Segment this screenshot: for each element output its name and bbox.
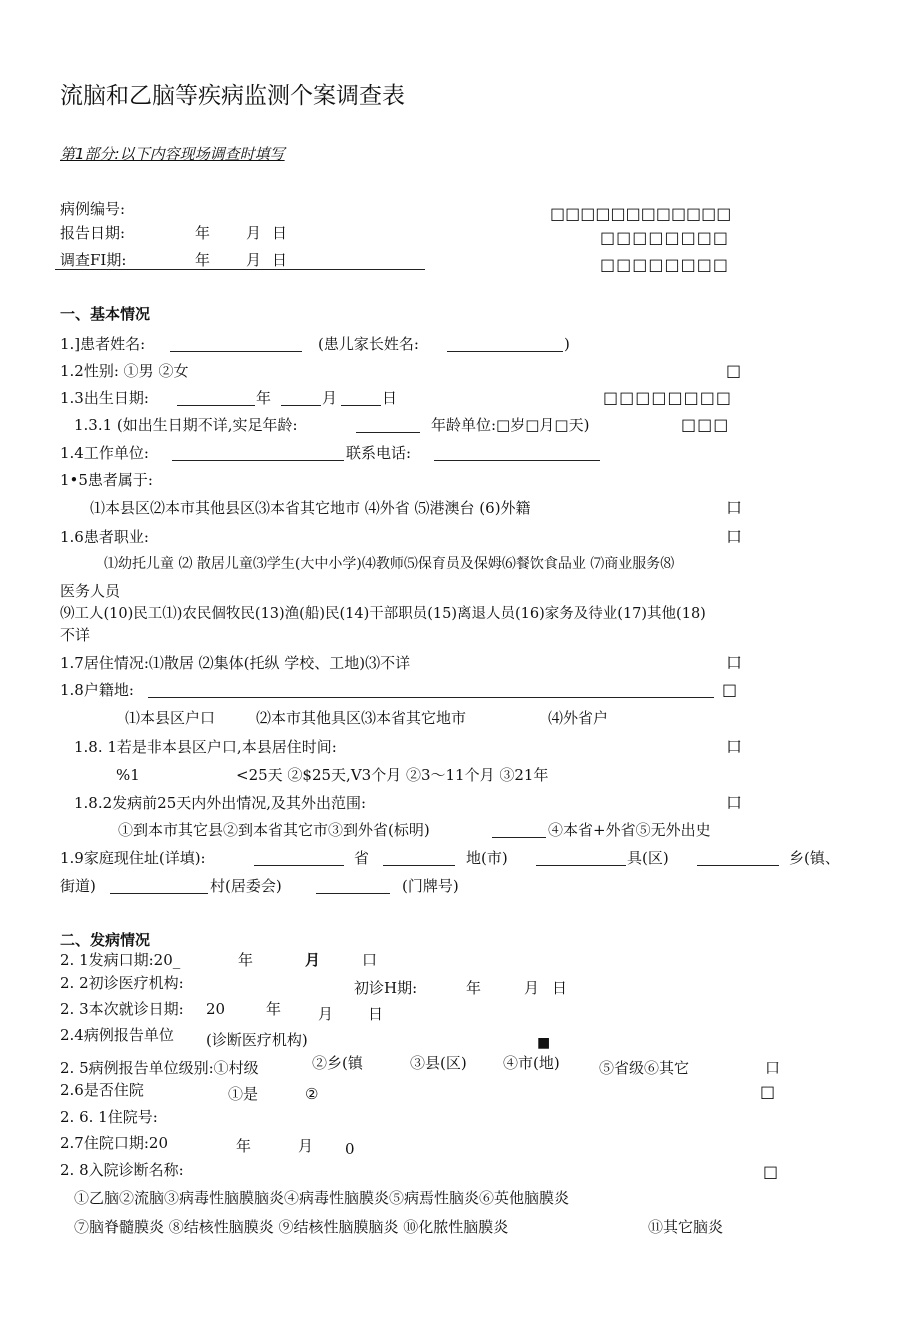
- q-visit-date: 2. 3本次就诊日期:: [60, 1000, 184, 1018]
- address-township-label: 乡(镇、: [789, 849, 840, 867]
- birth-year-field[interactable]: [177, 405, 255, 406]
- form-title: 流脑和乙脑等疾病监测个案调查表: [60, 83, 405, 109]
- actual-age-field[interactable]: [356, 432, 420, 433]
- q-patient-name: 1.]患者姓名:: [60, 335, 146, 353]
- occupation-options-2: 医务人员: [60, 582, 121, 600]
- address-village-label: 村(居委会): [210, 877, 282, 895]
- onset-year-label: 年: [238, 951, 254, 969]
- case-no-label: 病例编号:: [60, 200, 126, 218]
- q-sex: 1.2性别: ①男 ②女: [60, 362, 189, 380]
- survey-date-year: 年: [195, 251, 211, 269]
- visit-date-century: 20: [206, 1000, 226, 1018]
- report-date-year: 年: [195, 224, 211, 242]
- residence-time-option-a: %1: [116, 766, 140, 784]
- admission-year-label: 年: [236, 1137, 252, 1155]
- survey-date-label: 调查FI期:: [60, 251, 127, 269]
- occupation-options-1: ⑴幼托儿童 ⑵ 散居儿童⑶学生(大中小学)⑷教师⑸保育员及保姆⑹餐饮食品业 ⑺商业服务⑻: [104, 556, 675, 572]
- address-county-field[interactable]: [536, 865, 626, 866]
- q-phone: 联系电话:: [346, 444, 412, 462]
- hospitalized-yes: ①是: [228, 1085, 259, 1103]
- age-boxes[interactable]: □□□: [681, 415, 730, 434]
- birth-month-field[interactable]: [281, 405, 321, 406]
- residence-time-options: <25天 ②$25天,V3个月 ②3〜11个月 ③21年: [236, 766, 549, 784]
- residence-box[interactable]: 口: [726, 653, 744, 672]
- level-option-province-other: ⑤省级⑥其它: [599, 1059, 690, 1077]
- section1-heading: 一、基本情况: [60, 305, 151, 323]
- report-date-day: 日: [272, 224, 288, 242]
- address-house-no-label: (门牌号): [402, 877, 459, 895]
- work-unit-field[interactable]: [172, 460, 344, 461]
- part1-label: 第1部分:以下内容现场调查时填写: [60, 145, 285, 163]
- hospitalized-box[interactable]: □: [760, 1082, 777, 1101]
- first-visit-month: 月: [524, 979, 540, 997]
- address-city-label: 地(市): [466, 849, 508, 867]
- admission-diagnosis-box[interactable]: □: [763, 1162, 780, 1181]
- parent-name-field[interactable]: [447, 351, 563, 352]
- travel-options-b: ④本省+外省⑤无外出史: [548, 821, 711, 839]
- parent-close-paren: ): [564, 335, 570, 353]
- visit-day-label: 日: [368, 1005, 384, 1023]
- birth-month-label: 月: [322, 389, 338, 407]
- q-first-clinic: 2. 2初诊医疗机构:: [60, 974, 184, 992]
- birth-day-label: 日: [382, 389, 398, 407]
- q-actual-age: 1.3.1 (如出生日期不详,实足年龄:: [74, 416, 298, 434]
- level-option-city: ④市(地): [503, 1054, 560, 1072]
- level-option-county: ③县(区): [410, 1054, 467, 1072]
- report-level-box[interactable]: 口: [765, 1059, 781, 1077]
- level-option-township: ②乡(镇: [312, 1054, 363, 1072]
- birth-year-label: 年: [256, 389, 272, 407]
- diagnosis-options-2: ⑦脑脊髓膜炎 ⑧结核性脑膜炎 ⑨结核性脑膜脑炎 ⑩化脓性脑膜炎: [74, 1218, 509, 1236]
- occupation-options-4: 不详: [60, 626, 91, 644]
- register-option-c: ⑷外省户: [548, 709, 609, 727]
- report-unit-note: (诊断医疗机构): [206, 1031, 308, 1049]
- travel-box[interactable]: 口: [726, 793, 744, 812]
- occupation-box[interactable]: 口: [726, 527, 744, 546]
- q-hospital-number: 2. 6. 1住院号:: [60, 1108, 158, 1126]
- first-visit-day: 日: [552, 979, 568, 997]
- q-hospitalized: 2.6是否住院: [60, 1081, 144, 1099]
- address-province-field[interactable]: [254, 865, 344, 866]
- q-admission-diagnosis: 2. 8入院诊断名称:: [60, 1161, 184, 1179]
- survey-date-day: 日: [272, 251, 288, 269]
- survey-date-month: 月: [246, 251, 262, 269]
- household-register-box[interactable]: □: [722, 680, 739, 699]
- diagnosis-options-1: ①乙脑②流脑③病毒性脑膜脑炎④病毒性脑膜炎⑤病焉性脑炎⑥英他脑膜炎: [74, 1189, 570, 1207]
- header-underline: [55, 269, 425, 270]
- occupation-options-3: ⑼工人(10)民工⑴)农民個牧民(13)渔(船)民(14)干部职员(15)离退人员(16)家务及待业(17)其他(18): [60, 606, 706, 622]
- first-visit-date-label: 初诊H期:: [354, 979, 418, 997]
- q-home-address: 1.9家庭现住址(详填):: [60, 849, 206, 867]
- patient-belongs-options: ⑴本县区⑵本市其他县区⑶本省其它地市 ⑷外省 ⑸港澳台 (6)外籍: [90, 499, 531, 517]
- register-option-b: ⑵本市其他具区⑶本省其它地市: [256, 709, 467, 727]
- birth-date-boxes[interactable]: □□□□□□□□: [603, 388, 732, 407]
- q-occupation: 1.6患者职业:: [60, 528, 149, 546]
- q-travel-before-onset: 1.8.2发病前25天内外出情况,及其外出范围:: [74, 794, 367, 812]
- first-visit-year: 年: [466, 979, 482, 997]
- sex-box[interactable]: □: [726, 361, 743, 380]
- admission-day-value: 0: [345, 1140, 355, 1158]
- report-date-label: 报告日期:: [60, 224, 126, 242]
- travel-options-a: ①到本市其它县②到本省其它市③到外省(标明): [118, 821, 430, 839]
- q-work-unit: 1.4工作单位:: [60, 444, 149, 462]
- q-report-unit-level: 2. 5病例报告单位级别:①村级: [60, 1059, 259, 1077]
- onset-day-box[interactable]: 口: [362, 951, 378, 969]
- hospitalized-no: ②: [305, 1085, 319, 1103]
- household-register-field[interactable]: [148, 697, 714, 698]
- visit-month-label: 月: [318, 1005, 334, 1023]
- report-date-month: 月: [246, 224, 262, 242]
- survey-date-boxes[interactable]: □□□□□□□□: [600, 255, 729, 274]
- patient-name-field[interactable]: [170, 351, 302, 352]
- admission-month-label: 月: [298, 1137, 314, 1155]
- visit-year-label: 年: [266, 1000, 282, 1018]
- patient-belongs-box[interactable]: 口: [726, 498, 744, 517]
- q-onset-date: 2. 1发病口期:20_: [60, 951, 181, 969]
- register-option-a: ⑴本县区户口: [125, 709, 216, 727]
- report-date-boxes[interactable]: □□□□□□□□: [600, 228, 729, 247]
- black-square-mark: ■: [537, 1035, 551, 1051]
- address-street-field[interactable]: [110, 893, 208, 894]
- address-street-label: 街道): [60, 877, 96, 895]
- q-parent-name: (患儿家长姓名:: [318, 335, 419, 353]
- address-village-field[interactable]: [316, 893, 390, 894]
- diagnosis-options-3: ⑪其它脑炎: [648, 1218, 724, 1236]
- age-unit: 年龄单位:□岁□月□天): [431, 416, 590, 434]
- q-admission-date: 2.7住院口期:20: [60, 1134, 168, 1152]
- q-household-register: 1.8户籍地:: [60, 681, 134, 699]
- phone-field[interactable]: [434, 460, 600, 461]
- section2-heading: 二、发病情况: [60, 931, 151, 949]
- q-residence: 1.7居住情况:⑴散居 ⑵集体(托纵 学校、工地)⑶不详: [60, 654, 411, 672]
- address-township-field[interactable]: [697, 865, 779, 866]
- q-residence-time: 1.8. 1若是非本县区户口,本县居住时间:: [74, 738, 337, 756]
- q-birth-date: 1.3出生日期:: [60, 389, 149, 407]
- case-no-boxes[interactable]: □□□□□□□□□□□□: [550, 204, 732, 223]
- residence-time-box[interactable]: 口: [726, 737, 744, 756]
- q-report-unit: 2.4病例报告单位: [60, 1026, 174, 1044]
- q-patient-belongs: 1•5患者属于:: [60, 471, 153, 489]
- address-city-field[interactable]: [383, 865, 455, 866]
- birth-day-field[interactable]: [341, 405, 381, 406]
- travel-province-field[interactable]: [492, 837, 546, 838]
- onset-month-label: 月: [305, 951, 321, 969]
- address-county-label: 具(区): [627, 849, 669, 867]
- address-province-label: 省: [354, 849, 370, 867]
